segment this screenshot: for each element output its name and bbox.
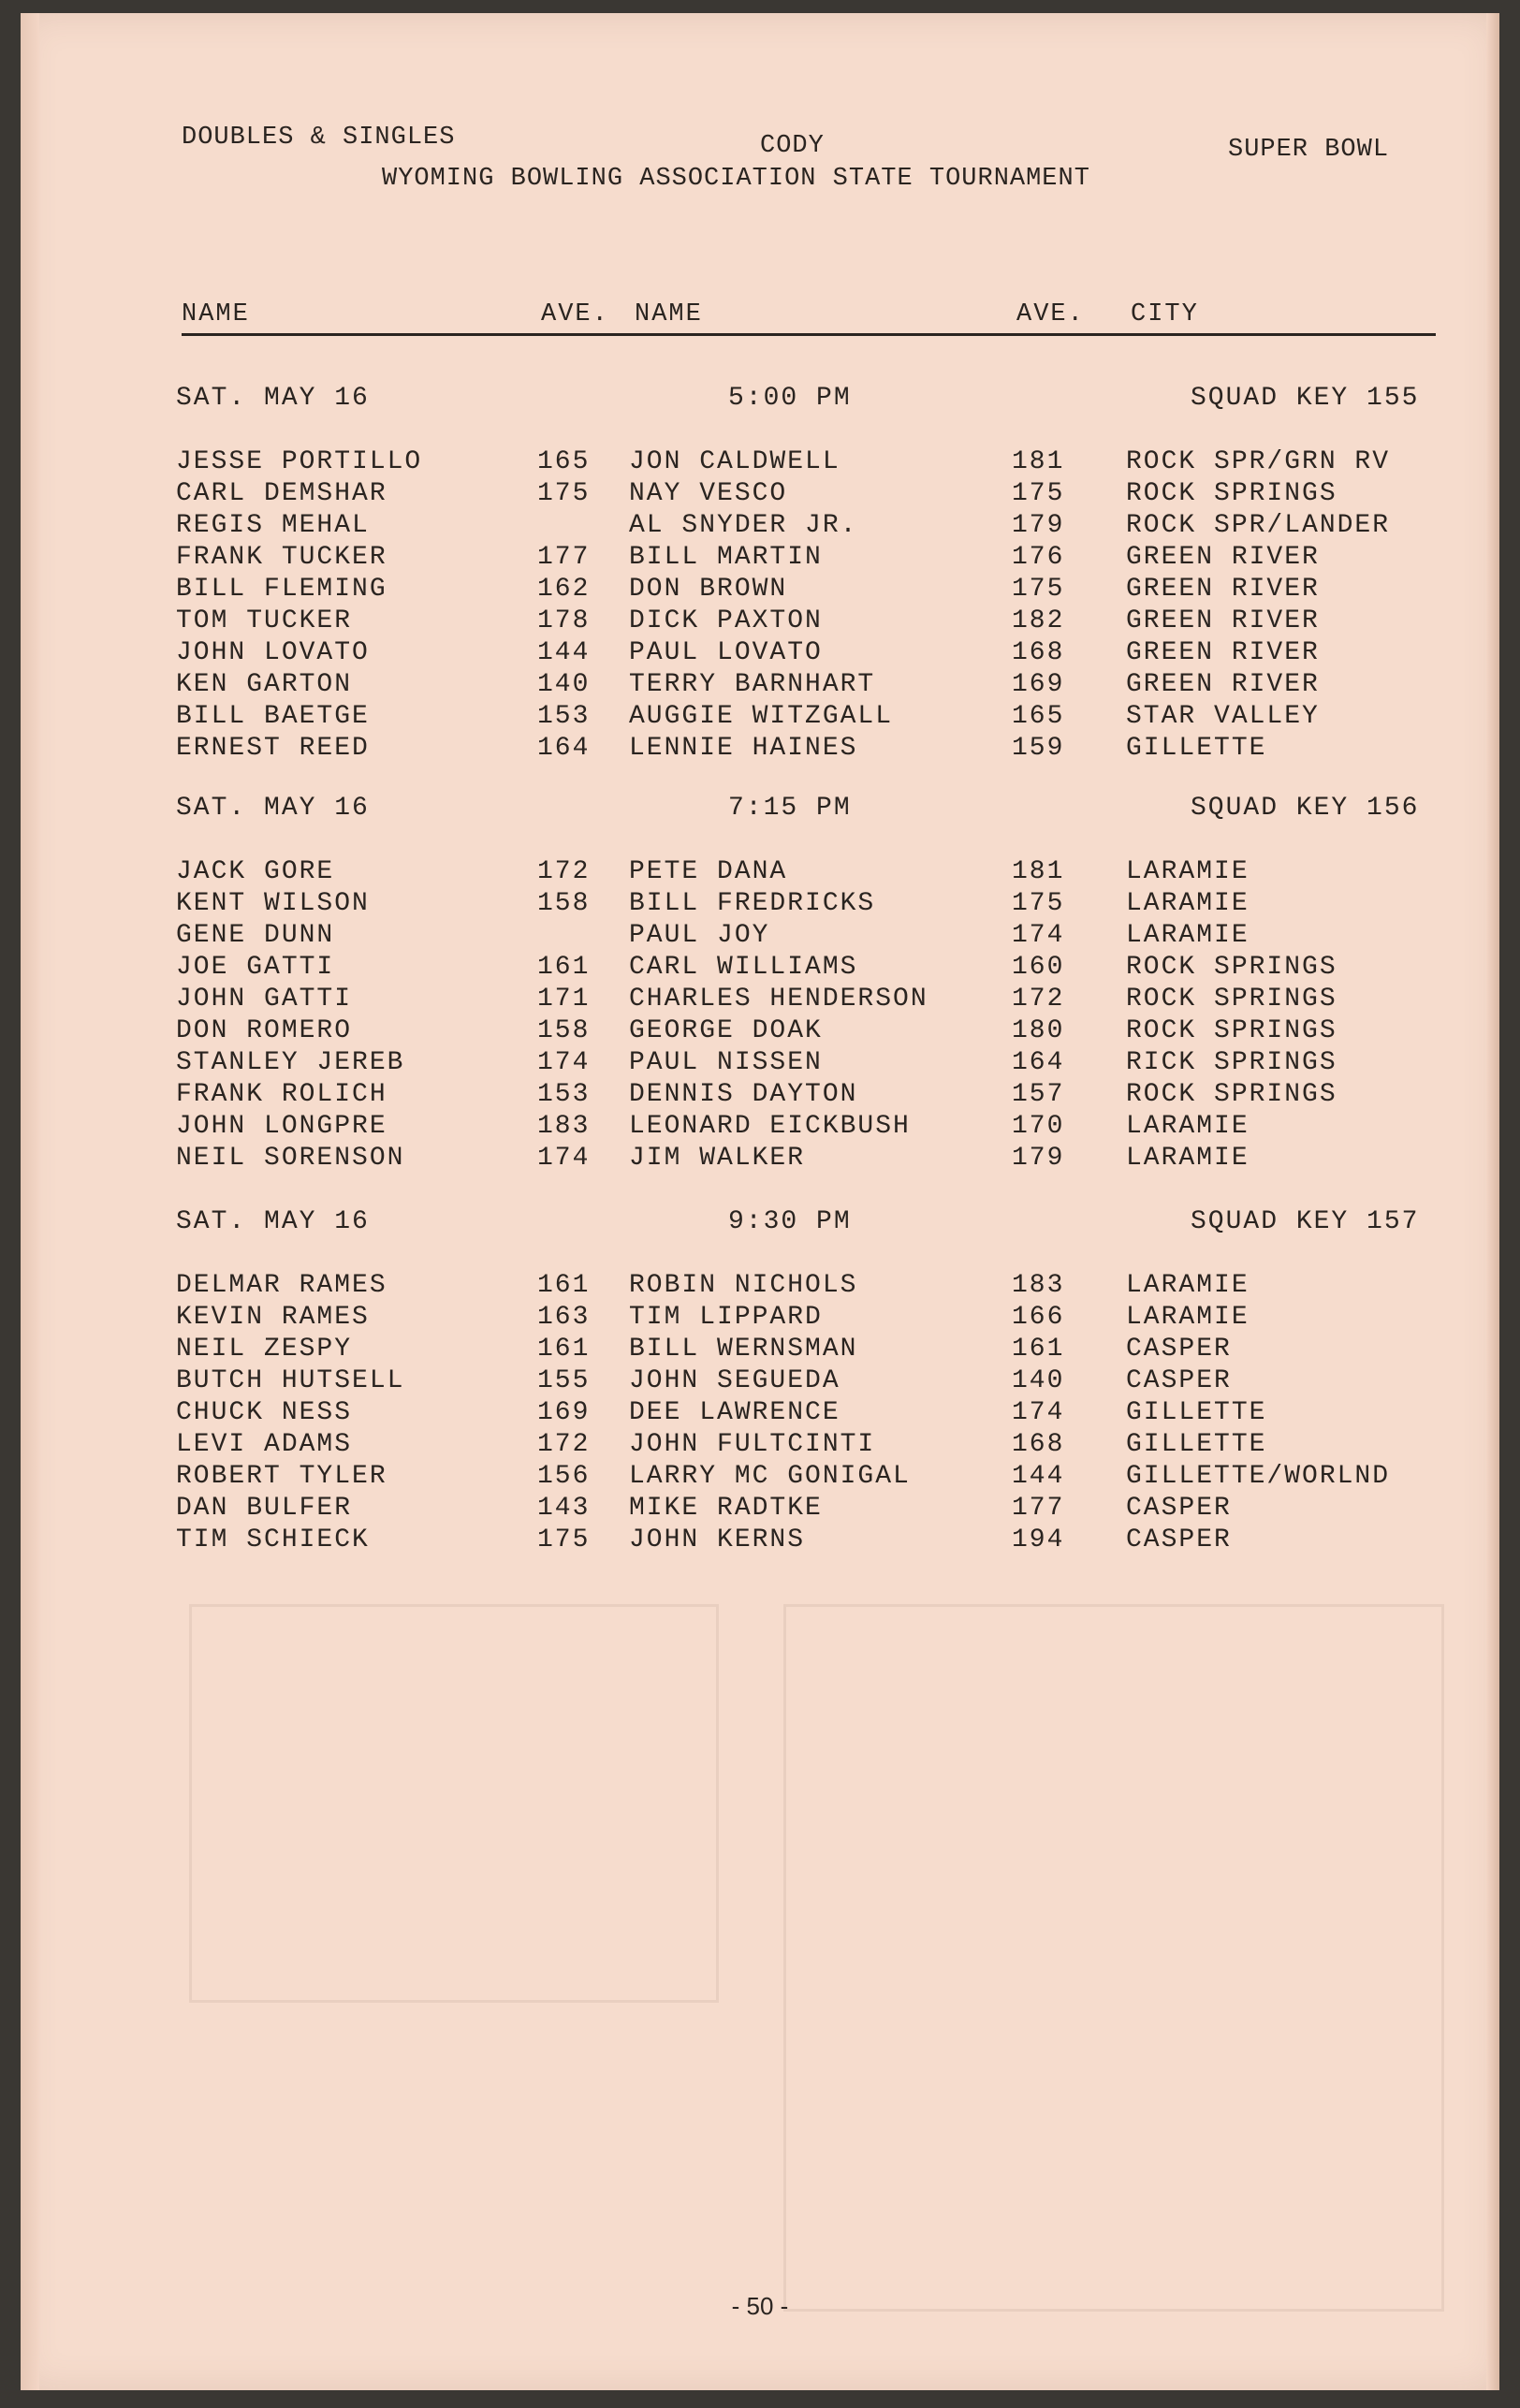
bowler-1-name: ERNEST REED [176, 734, 370, 763]
bowler-2-name: BILL MARTIN [629, 543, 823, 572]
bowler-2-name: BILL FREDRICKS [629, 889, 876, 918]
bowler-2-average: 161 [1012, 1335, 1065, 1364]
bowler-2-average: 179 [1012, 511, 1065, 540]
bowler-2-name: JIM WALKER [629, 1144, 806, 1173]
bowler-1-name: DON ROMERO [176, 1016, 353, 1045]
document-page [21, 13, 1499, 2390]
bowler-1-average: 153 [537, 1080, 591, 1109]
city-cell: ROCK SPRINGS [1126, 1016, 1337, 1045]
bowler-2-average: 177 [1012, 1494, 1065, 1523]
page-edge [1486, 13, 1499, 2390]
header-right: SUPER BOWL [1228, 136, 1390, 164]
bowler-1-average: 161 [537, 1271, 591, 1300]
bowler-2-name: TERRY BARNHART [629, 670, 876, 699]
bowler-1-name: KENT WILSON [176, 889, 370, 918]
squad-rows [176, 1271, 1436, 1557]
bowler-pair-row [176, 1080, 1436, 1112]
bowler-1-name: FRANK TUCKER [176, 543, 387, 572]
bowler-1-name: DELMAR RAMES [176, 1271, 387, 1300]
city-cell: GILLETTE [1126, 734, 1267, 763]
bowler-1-average: 175 [537, 479, 591, 508]
bowler-2-average: 157 [1012, 1080, 1065, 1109]
city-cell: GILLETTE [1126, 1430, 1267, 1459]
bowler-1-name: LEVI ADAMS [176, 1430, 353, 1459]
city-cell: GREEN RIVER [1126, 543, 1320, 572]
bowler-pair-row [176, 953, 1436, 985]
bowler-1-name: BILL FLEMING [176, 575, 387, 604]
squad-section [176, 794, 1436, 1175]
bowler-pair-row [176, 1494, 1436, 1525]
bowler-1-name: JOHN LONGPRE [176, 1112, 387, 1141]
bowler-2-name: JOHN FULTCINTI [629, 1430, 876, 1459]
bowler-2-average: 160 [1012, 953, 1065, 982]
bowler-1-average: 158 [537, 1016, 591, 1045]
squad-rows [176, 857, 1436, 1175]
bowler-pair-row [176, 1398, 1436, 1430]
bowler-pair-row [176, 1016, 1436, 1048]
bowler-pair-row [176, 479, 1436, 511]
bowler-1-name: GENE DUNN [176, 921, 335, 950]
column-name-1: NAME [182, 300, 250, 328]
bowler-pair-row [176, 889, 1436, 921]
bowler-1-average: 153 [537, 702, 591, 731]
city-cell: LARAMIE [1126, 1144, 1250, 1173]
bowler-1-name: KEN GARTON [176, 670, 353, 699]
bowler-1-name: TIM SCHIECK [176, 1525, 370, 1554]
bowler-1-average: 174 [537, 1144, 591, 1173]
bowler-1-name: ROBERT TYLER [176, 1462, 387, 1491]
city-cell: LARAMIE [1126, 1112, 1250, 1141]
city-cell: ROCK SPRINGS [1126, 1080, 1337, 1109]
bowler-2-name: DICK PAXTON [629, 606, 823, 635]
bowler-1-average: 144 [537, 638, 591, 667]
squad-heading [176, 1207, 1436, 1245]
bowler-2-average: 174 [1012, 921, 1065, 950]
column-name-2: NAME [635, 300, 703, 328]
bowler-2-average: 159 [1012, 734, 1065, 763]
bowler-1-average: 172 [537, 857, 591, 886]
bowler-1-name: JOHN LOVATO [176, 638, 370, 667]
bowler-1-average: 161 [537, 953, 591, 982]
bowler-1-average: 158 [537, 889, 591, 918]
bowler-2-name: MIKE RADTKE [629, 1494, 823, 1523]
squad-day: SAT. MAY 16 [176, 384, 370, 413]
bowler-2-name: TIM LIPPARD [629, 1303, 823, 1332]
show-through-box [783, 1604, 1444, 2312]
bowler-1-average: 169 [537, 1398, 591, 1427]
header-subtitle: WYOMING BOWLING ASSOCIATION STATE TOURNAMENT [382, 165, 1090, 193]
bowler-1-name: FRANK ROLICH [176, 1080, 387, 1109]
city-cell: ROCK SPR/LANDER [1126, 511, 1391, 540]
city-cell: GREEN RIVER [1126, 638, 1320, 667]
bowler-2-average: 175 [1012, 889, 1065, 918]
city-cell: GREEN RIVER [1126, 575, 1320, 604]
bowler-2-average: 164 [1012, 1048, 1065, 1077]
bowler-1-name: JESSE PORTILLO [176, 447, 423, 476]
bowler-2-average: 194 [1012, 1525, 1065, 1554]
bowler-2-average: 183 [1012, 1271, 1065, 1300]
bowler-pair-row [176, 606, 1436, 638]
bowler-2-average: 182 [1012, 606, 1065, 635]
bowler-pair-row [176, 1303, 1436, 1335]
bowler-1-name: JACK GORE [176, 857, 335, 886]
bowler-1-average: 178 [537, 606, 591, 635]
bowler-2-average: 181 [1012, 447, 1065, 476]
bowler-2-average: 165 [1012, 702, 1065, 731]
city-cell: STAR VALLEY [1126, 702, 1320, 731]
bowler-2-name: CHARLES HENDERSON [629, 985, 928, 1014]
bowler-1-name: CARL DEMSHAR [176, 479, 387, 508]
bowler-2-name: AL SNYDER JR. [629, 511, 858, 540]
squad-key: SQUAD KEY 157 [1191, 1207, 1420, 1236]
bowler-1-average: 161 [537, 1335, 591, 1364]
city-cell: ROCK SPRINGS [1126, 479, 1337, 508]
squad-section [176, 1207, 1436, 1557]
bowler-1-average: 171 [537, 985, 591, 1014]
header-left: DOUBLES & SINGLES [182, 124, 456, 152]
bowler-1-name: JOHN GATTI [176, 985, 353, 1014]
bowler-pair-row [176, 1144, 1436, 1175]
bowler-1-average: 162 [537, 575, 591, 604]
squad-rows [176, 447, 1436, 766]
bowler-pair-row [176, 447, 1436, 479]
city-cell: LARAMIE [1126, 1303, 1250, 1332]
bowler-2-name: DENNIS DAYTON [629, 1080, 858, 1109]
bowler-1-average: 164 [537, 734, 591, 763]
city-cell: GREEN RIVER [1126, 670, 1320, 699]
bowler-pair-row [176, 1462, 1436, 1494]
bowler-2-average: 172 [1012, 985, 1065, 1014]
bowler-pair-row [176, 985, 1436, 1016]
bowler-2-average: 166 [1012, 1303, 1065, 1332]
bowler-2-name: AUGGIE WITZGALL [629, 702, 894, 731]
bowler-2-average: 179 [1012, 1144, 1065, 1173]
bowler-2-average: 175 [1012, 479, 1065, 508]
bowler-pair-row [176, 857, 1436, 889]
city-cell: CASPER [1126, 1525, 1232, 1554]
bowler-2-name: PETE DANA [629, 857, 788, 886]
bowler-2-name: CARL WILLIAMS [629, 953, 858, 982]
bowler-1-average: 143 [537, 1494, 591, 1523]
city-cell: ROCK SPRINGS [1126, 985, 1337, 1014]
bowler-2-name: LARRY MC GONIGAL [629, 1462, 911, 1491]
bowler-1-name: BILL BAETGE [176, 702, 370, 731]
bowler-2-average: 169 [1012, 670, 1065, 699]
bowler-1-average: 172 [537, 1430, 591, 1459]
city-cell: RICK SPRINGS [1126, 1048, 1337, 1077]
bowler-2-average: 168 [1012, 1430, 1065, 1459]
city-cell: CASPER [1126, 1366, 1232, 1395]
city-cell: LARAMIE [1126, 1271, 1250, 1300]
city-cell: LARAMIE [1126, 921, 1250, 950]
squad-key: SQUAD KEY 156 [1191, 794, 1420, 823]
bowler-2-name: PAUL NISSEN [629, 1048, 823, 1077]
bowler-1-name: NEIL SORENSON [176, 1144, 405, 1173]
city-cell: GILLETTE [1126, 1398, 1267, 1427]
city-cell: GILLETTE/WORLND [1126, 1462, 1391, 1491]
city-cell: ROCK SPR/GRN RV [1126, 447, 1391, 476]
bowler-1-name: NEIL ZESPY [176, 1335, 353, 1364]
bowler-1-name: STANLEY JEREB [176, 1048, 405, 1077]
bowler-2-average: 170 [1012, 1112, 1065, 1141]
bowler-1-name: CHUCK NESS [176, 1398, 353, 1427]
bowler-2-name: JOHN SEGUEDA [629, 1366, 840, 1395]
bowler-pair-row [176, 1430, 1436, 1462]
bowler-1-average: 163 [537, 1303, 591, 1332]
bowler-1-name: BUTCH HUTSELL [176, 1366, 405, 1395]
city-cell: GREEN RIVER [1126, 606, 1320, 635]
bowler-2-name: BILL WERNSMAN [629, 1335, 858, 1364]
squad-time: 5:00 PM [728, 384, 852, 413]
bowler-1-name: TOM TUCKER [176, 606, 353, 635]
squad-heading [176, 384, 1436, 421]
bowler-pair-row [176, 1112, 1436, 1144]
city-cell: LARAMIE [1126, 857, 1250, 886]
squad-time: 7:15 PM [728, 794, 852, 823]
squad-day: SAT. MAY 16 [176, 794, 370, 823]
squad-heading [176, 794, 1436, 831]
bowler-1-name: DAN BULFER [176, 1494, 353, 1523]
bowler-2-average: 168 [1012, 638, 1065, 667]
bowler-pair-row [176, 511, 1436, 543]
bowler-2-name: NAY VESCO [629, 479, 788, 508]
bowler-2-average: 181 [1012, 857, 1065, 886]
bowler-pair-row [176, 543, 1436, 575]
bowler-1-average: 175 [537, 1525, 591, 1554]
bowler-pair-row [176, 921, 1436, 953]
bowler-pair-row [176, 1335, 1436, 1366]
bowler-2-average: 174 [1012, 1398, 1065, 1427]
page-binding [21, 13, 39, 2390]
bowler-1-average: 165 [537, 447, 591, 476]
bowler-2-name: ROBIN NICHOLS [629, 1271, 858, 1300]
bowler-1-name: KEVIN RAMES [176, 1303, 370, 1332]
bowler-1-average: 155 [537, 1366, 591, 1395]
bowler-pair-row [176, 1048, 1436, 1080]
bowler-2-average: 175 [1012, 575, 1065, 604]
bowler-1-average: 183 [537, 1112, 591, 1141]
city-cell: ROCK SPRINGS [1126, 953, 1337, 982]
bowler-2-name: PAUL JOY [629, 921, 770, 950]
bowler-2-average: 140 [1012, 1366, 1065, 1395]
bowler-2-name: PAUL LOVATO [629, 638, 823, 667]
show-through-box [189, 1604, 719, 2003]
bowler-1-average: 156 [537, 1462, 591, 1491]
header-center: CODY [760, 132, 825, 160]
bowler-2-average: 176 [1012, 543, 1065, 572]
column-ave-2: AVE. [1016, 300, 1085, 328]
bowler-pair-row [176, 575, 1436, 606]
bowler-2-name: GEORGE DOAK [629, 1016, 823, 1045]
bowler-pair-row [176, 702, 1436, 734]
bowler-1-name: JOE GATTI [176, 953, 335, 982]
page-number: - 50 - [731, 2292, 789, 2320]
bowler-1-name: REGIS MEHAL [176, 511, 370, 540]
bowler-pair-row [176, 1525, 1436, 1557]
squad-day: SAT. MAY 16 [176, 1207, 370, 1236]
bowler-pair-row [176, 670, 1436, 702]
bowler-1-average: 174 [537, 1048, 591, 1077]
header-rule [182, 333, 1436, 336]
bowler-pair-row [176, 638, 1436, 670]
bowler-1-average: 177 [537, 543, 591, 572]
squad-time: 9:30 PM [728, 1207, 852, 1236]
bowler-2-name: JON CALDWELL [629, 447, 840, 476]
column-city: CITY [1131, 300, 1199, 328]
bowler-pair-row [176, 1271, 1436, 1303]
bowler-2-name: JOHN KERNS [629, 1525, 806, 1554]
city-cell: LARAMIE [1126, 889, 1250, 918]
bowler-2-average: 180 [1012, 1016, 1065, 1045]
bowler-1-average: 140 [537, 670, 591, 699]
bowler-2-name: LEONARD EICKBUSH [629, 1112, 911, 1141]
squad-section [176, 384, 1436, 766]
bowler-pair-row [176, 734, 1436, 766]
bowler-2-average: 144 [1012, 1462, 1065, 1491]
bowler-2-name: LENNIE HAINES [629, 734, 858, 763]
squad-key: SQUAD KEY 155 [1191, 384, 1420, 413]
city-cell: CASPER [1126, 1335, 1232, 1364]
bowler-pair-row [176, 1366, 1436, 1398]
bowler-2-name: DEE LAWRENCE [629, 1398, 840, 1427]
city-cell: CASPER [1126, 1494, 1232, 1523]
bowler-2-name: DON BROWN [629, 575, 788, 604]
column-ave-1: AVE. [541, 300, 609, 328]
